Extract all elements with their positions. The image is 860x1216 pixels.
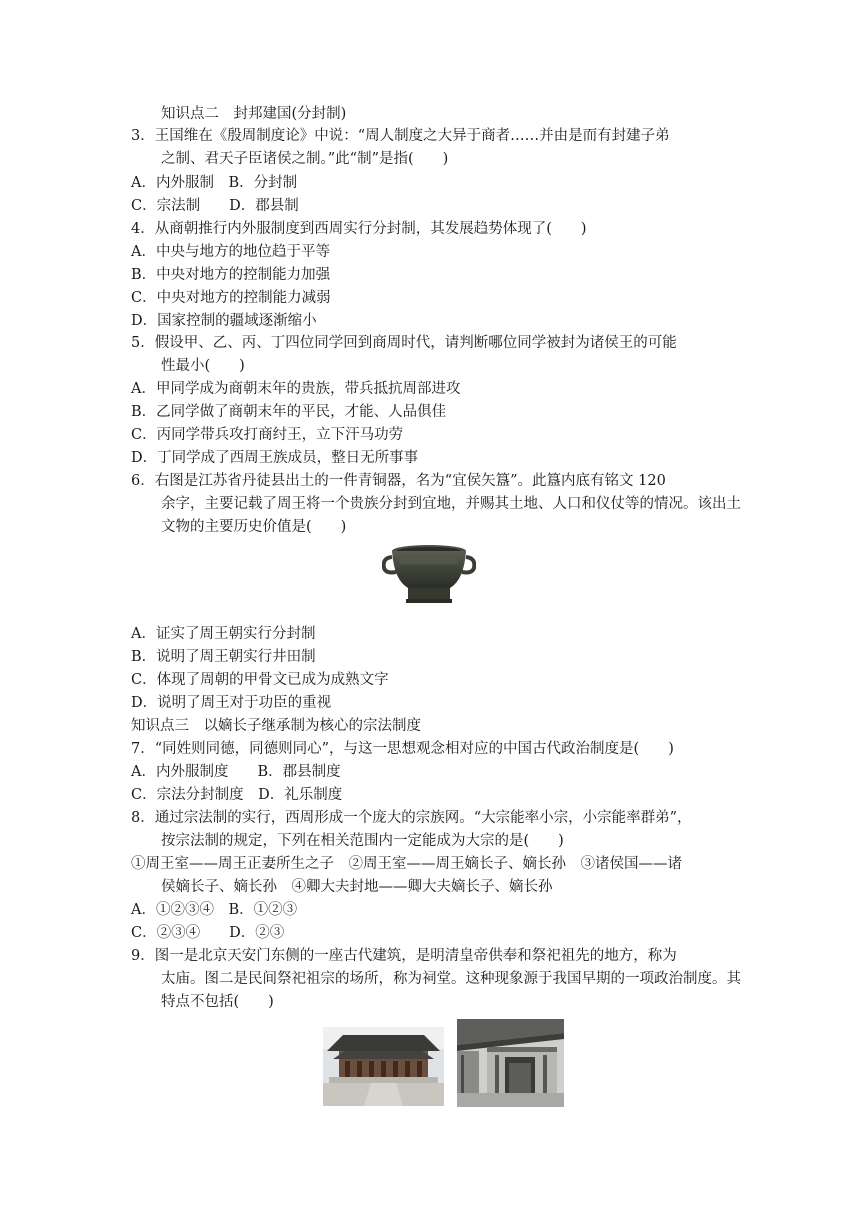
question-5-option-c: C．丙同学带兵攻打商纣王，立下汗马功劳	[131, 427, 404, 443]
question-4-option-c: C．中央对地方的控制能力减弱	[131, 290, 331, 306]
question-5-stem-cont: 性最小( )	[161, 358, 245, 374]
question-3-stem: 3．王国维在《殷周制度论》中说：“周人制度之大异于商者……并由是而有封建子弟	[131, 128, 670, 144]
question-3-stem-cont: 之制、君天子臣诸侯之制。”此“制”是指( )	[161, 151, 449, 167]
question-5-option-b: B．乙同学做了商朝末年的平民，才能、人品俱佳	[131, 404, 447, 420]
question-9-stem: 9．图一是北京天安门东侧的一座古代建筑，是明清皇帝供奉和祭祀祖先的地方，称为	[131, 948, 677, 964]
question-5-option-a: A．甲同学成为商朝末年的贵族，带兵抵抗周部进攻	[131, 381, 461, 397]
question-4-stem: 4．从商朝推行内外服制度到西周实行分封制，其发展趋势体现了( )	[131, 221, 587, 237]
ancestral-hall-photo	[457, 1019, 564, 1107]
question-7-options-cd: C．宗法分封制度 D．礼乐制度	[131, 787, 343, 803]
question-4-option-a: A．中央与地方的地位趋于平等	[131, 244, 330, 260]
question-4-option-d: D．国家控制的疆域逐渐缩小	[131, 313, 317, 329]
question-8-options-ab: A．①②③④ B．①②③	[131, 902, 298, 918]
question-6-option-a: A．证实了周王朝实行分封制	[131, 626, 316, 642]
question-3-options-cd: C．宗法制 D．郡县制	[131, 198, 299, 214]
question-6-stem-cont2: 文物的主要历史价值是( )	[161, 519, 347, 535]
question-7-options-ab: A．内外服制度 B．郡县制度	[131, 764, 341, 780]
question-8-stem-cont: 按宗法制的规定，下列在相关范围内一定能成为大宗的是( )	[161, 833, 564, 849]
question-8-options-cd: C．②③④ D．②③	[131, 925, 285, 941]
question-6-stem-cont: 余字，主要记载了周王将一个贵族分封到宜地，并赐其土地、人口和仪仗等的情况。该出土	[161, 496, 741, 512]
question-4-option-b: B．中央对地方的控制能力加强	[131, 267, 331, 283]
question-8-stem: 8．通过宗法制的实行，西周形成一个庞大的宗族网。“大宗能率小宗，小宗能率群弟”，	[131, 810, 692, 826]
question-3-options-ab: A．内外服制 B．分封制	[131, 175, 298, 191]
question-5-stem: 5．假设甲、乙、丙、丁四位同学回到商周时代，请判断哪位同学被封为诸侯王的可能	[131, 335, 677, 351]
question-8-statements-cont: 侯嫡长子、嫡长孙 ④卿大夫封地——卿大夫嫡长子、嫡长孙	[161, 879, 553, 895]
question-6-option-b: B．说明了周王朝实行井田制	[131, 649, 316, 665]
question-6-stem: 6．右图是江苏省丹徒县出土的一件青铜器，名为“宜侯矢簋”。此簋内底有铭文 120	[131, 473, 666, 489]
question-8-statements: ①周王室——周王正妻所生之子 ②周王室——周王嫡长子、嫡长孙 ③诸侯国——诸	[131, 856, 682, 872]
section-heading-3: 知识点三 以嫡长子继承制为核心的宗法制度	[131, 718, 421, 734]
question-6-option-c: C．体现了周朝的甲骨文已成为成熟文字	[131, 672, 389, 688]
bronze-gui-vessel-image	[382, 542, 476, 608]
question-6-option-d: D．说明了周王对于功臣的重视	[131, 695, 332, 711]
question-7-stem: 7．“同姓则同德，同德则同心”，与这一思想观念相对应的中国古代政治制度是( )	[131, 741, 674, 757]
question-9-stem-cont2: 特点不包括( )	[161, 994, 274, 1010]
imperial-ancestral-temple-photo	[323, 1027, 444, 1106]
section-heading: 知识点二 封邦建国(分封制)	[161, 106, 347, 122]
question-9-stem-cont: 太庙。图二是民间祭祀祖宗的场所，称为祠堂。这种现象源于我国早期的一项政治制度。其	[161, 971, 741, 987]
question-5-option-d: D．丁同学成了西周王族成员，整日无所事事	[131, 450, 419, 466]
